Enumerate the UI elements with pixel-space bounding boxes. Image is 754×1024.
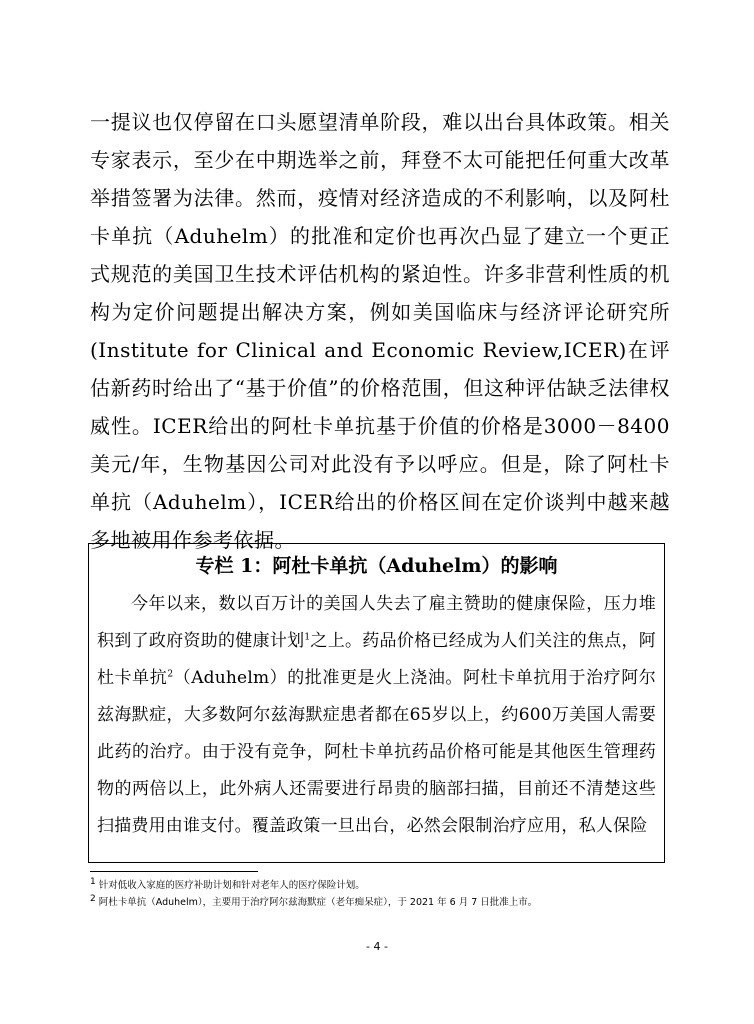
- sidebar-text-part1: 今年以来，数以百万计的美国人失去了雇主赞助的健康保险，压力堆积到了政府资助的健康计划: [97, 594, 656, 651]
- footnote-text: 针对低收入家庭的医疗补助计划和针对老年人的医疗保险计划。: [98, 880, 365, 891]
- body-paragraph: 一提议也仅停留在口头愿望清单阶段，难以出台具体政策。相关专家表示，至少在中期选举之前，拜登不太可能把任何重大改革举措签署为法律。然而，疫情对经济造成的不利影响，以及阿杜卡单抗（Aduhelm）的批准和定价也再次凸显了建立一个更正式规范的美国卫生技术评估机构的紧迫性。许多非营利性质的机构为定价问题提出解决方案，例如美国临床与经济评论研究所(Institute for Clinical and Economic Review,ICER)在评估新药时给出了“基于价值”的价格范围，但这种评估缺乏法律权威性。ICER给出的阿杜卡单抗基于价值的价格是3000－8400美元/年，生物基因公司对此没有予以呼应。但是，除了阿杜卡单抗（Aduhelm），ICER给出的价格区间在定价谈判中越来越多地被用作参考依据。: [90, 110, 670, 552]
- footnote-mark: 1: [90, 876, 96, 887]
- footnote-text: 阿杜卡单抗（Aduhelm），主要用于治疗阿尔兹海默症（老年痴呆症），于 2021 年 6 月 7 日批准上市。: [98, 897, 538, 908]
- sidebar-text-part2: 之上。药品价格已经成为人们关注的焦点，阿杜卡单抗: [97, 631, 657, 688]
- main-body-text: [90, 103, 670, 559]
- footnote-ref-2: 2: [167, 669, 174, 680]
- sidebar-title: 专栏 1：阿杜卡单抗（Aduhelm）的影响: [195, 555, 558, 577]
- sidebar-paragraph: [97, 586, 656, 845]
- footnote-1: [90, 877, 670, 894]
- footnote-mark: 2: [90, 893, 96, 904]
- sidebar-box: [88, 543, 665, 863]
- page-number: - 4 -: [366, 940, 388, 953]
- footnotes: [90, 877, 670, 911]
- footnote-2: [90, 894, 670, 911]
- footnote-ref-1: 1: [304, 632, 311, 643]
- footnote-divider: [90, 871, 258, 872]
- sidebar-text-part3: （Aduhelm）的批准更是火上浇油。阿杜卡单抗用于治疗阿尔兹海默症，大多数阿尔兹海默症患者都在65岁以上，约600万美国人需要此药的治疗。由于没有竞争，阿杜卡单抗药品价格可能是其他医生管理药物的两倍以上，此外病人还需要进行昂贵的脑部扫描，目前还不清楚这些扫描费用由谁支付。覆盖政策一旦出台，必然会限制治疗应用，私人保险: [97, 668, 656, 836]
